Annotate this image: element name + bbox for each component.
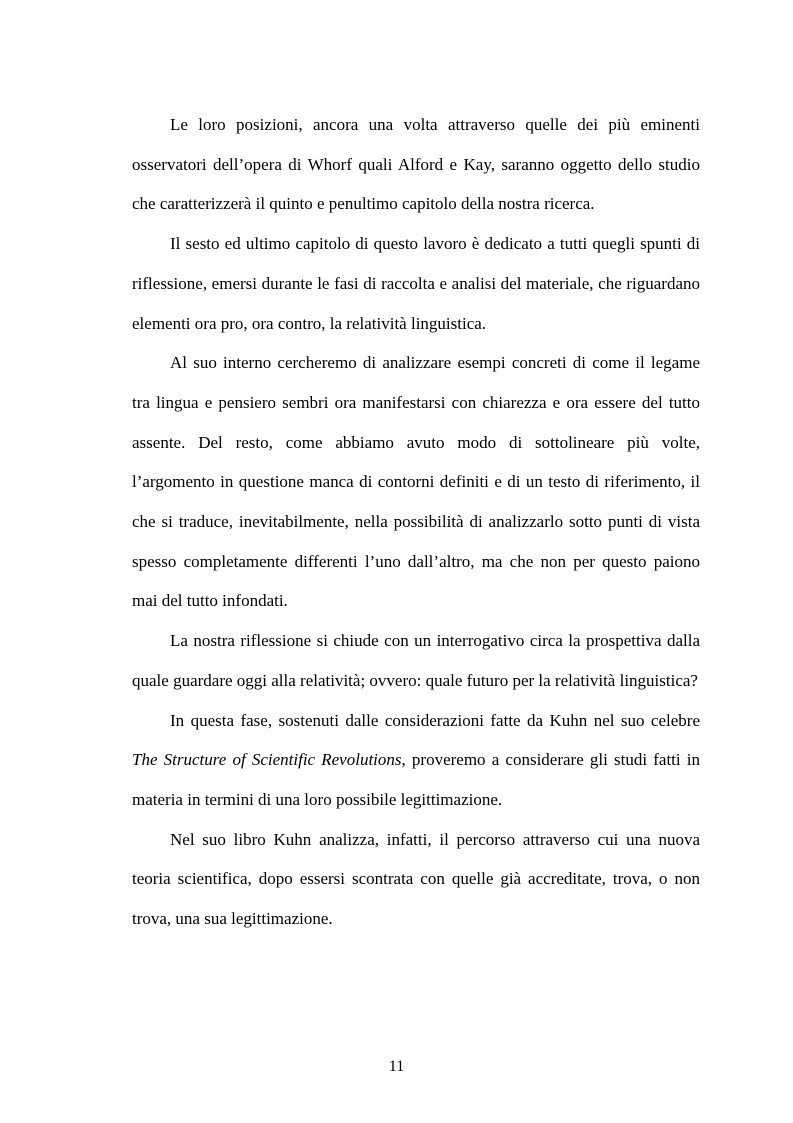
paragraph-5 xyxy=(132,701,700,820)
paragraph-4: La nostra riflessione si chiude con un interrogativo circa la prospettiva dalla quale guardare oggi alla relatività; ovvero: quale futuro per la relatività linguistica? xyxy=(132,631,700,690)
book-title: The Structure of Scientific Revolutions xyxy=(132,750,402,770)
paragraph-5-after: , proveremo a considerare gli studi fatti in materia in termini di una loro possibile legittimazione. xyxy=(132,750,701,809)
page-body xyxy=(132,105,700,939)
paragraph-5-before: In questa fase, sostenuti dalle considerazioni fatte da Kuhn nel suo celebre xyxy=(170,710,700,730)
paragraph-2: Il sesto ed ultimo capitolo di questo lavoro è dedicato a tutti quegli spunti di riflessione, emersi durante le fasi di raccolta e analisi del materiale, che riguardano elementi ora pro, ora contro, la relatività linguistica. xyxy=(132,234,700,333)
page-number: 11 xyxy=(388,1058,405,1075)
paragraph-3: Al suo interno cercheremo di analizzare esempi concreti di come il legame tra lingua e pensiero sembri ora manifestarsi con chiarezza e ora essere del tutto assente. Del resto, come abbiamo avuto modo di sottolineare più volte, l’argomento in questione manca di contorni definiti e di un testo di riferimento, il che si traduce, inevitabilmente, nella possibilità di analizzarlo sotto punti di vista spesso completamente differenti l’uno dall’altro, ma che non per questo paiono mai del tutto infondati. xyxy=(132,353,700,611)
paragraph-1: Le loro posizioni, ancora una volta attraverso quelle dei più eminenti osservatori dell’opera di Whorf quali Alford e Kay, saranno oggetto dello studio che caratterizzerà il quinto e penultimo capitolo della nostra ricerca. xyxy=(132,115,700,214)
paragraph-6: Nel suo libro Kuhn analizza, infatti, il percorso attraverso cui una nuova teoria scientifica, dopo essersi scontrata con quelle già accreditate, trova, o non trova, una sua legittimazione. xyxy=(132,829,700,929)
